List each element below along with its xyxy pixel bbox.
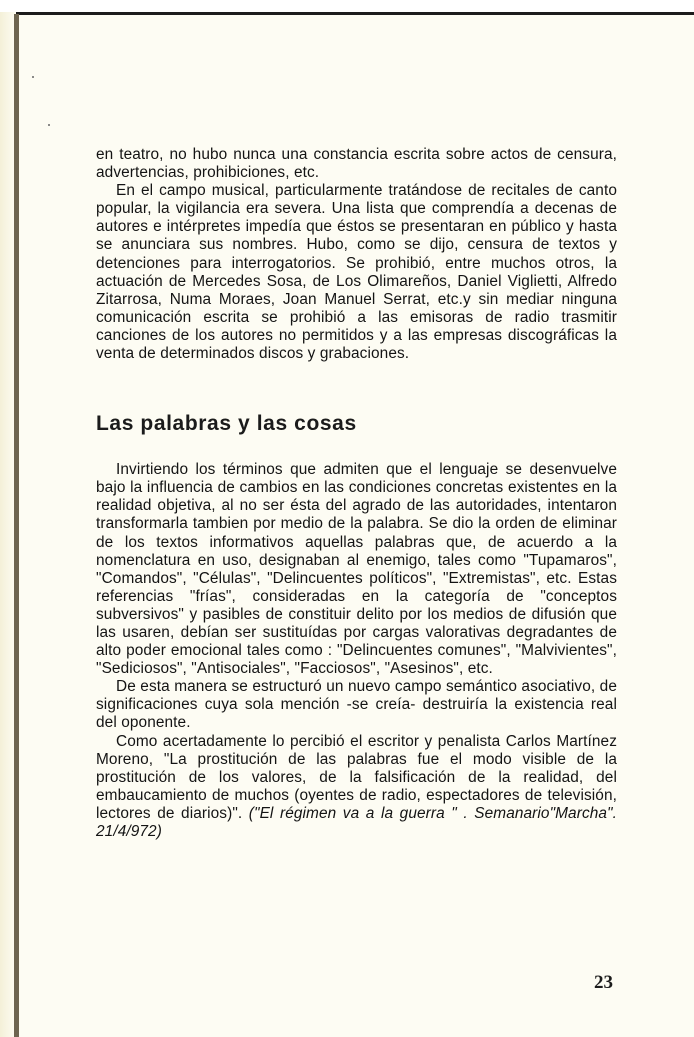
top-border bbox=[0, 0, 694, 15]
paragraph: Invirtiendo los términos que admiten que el lenguaje se desenvuelve bajo la influencia de cambios en las condiciones concretas existentes en la realidad objetiva, al no ser ésta del agrado de las autoridades, intentaron transformarla tambien por medio de la palabra. Se dio la orden de eliminar de los textos informativos aquellas palabras que, de acuerdo a la nomenclatura en uso, designaban al enemigo, tales como "Tupamaros", "Comandos", "Células", "Delincuentes políticos", "Extremistas", etc. Estas referencias "frías", consideradas en la categoría de "conceptos subversivos" y pasibles de constituir delito por los medios de difusión que las usaren, debían ser sustituídas por cargas valorativas degradantes de alto poder emocional tales como : "Delincuentes comunes", "Malvivientes", "Sediciosos", "Antisociales", "Facciosos", "Asesinos", etc. bbox=[96, 461, 617, 678]
paragraph: De esta manera se estructuró un nuevo campo semántico asociativo, de significaciones cuya sola mención -se creía- destruiría la existencia real del oponente. bbox=[96, 678, 617, 732]
paper-speck bbox=[32, 76, 34, 78]
citation: ("El régimen va a la guerra " . Semanario"Marcha". 21/4/972) bbox=[96, 804, 617, 840]
paragraph: En el campo musical, particularmente tratándose de recitales de canto popular, la vigilancia era severa. Una lista que comprendía a decenas de autores e intérpretes impedía que éstos se presentaran en público y hasta se anunciara sus nombres. Hubo, como se dijo, censura de textos y detenciones para interrogatorios. Se prohibió, entre muchos otros, la actuación de Mercedes Sosa, de Los Olimareños, Daniel Viglietti, Alfredo Zitarrosa, Numa Moraes, Joan Manuel Serrat, etc.y sin mediar ninguna comunicación escrita se prohibió a las emisoras de radio trasmitir canciones de los autores no permitidos y a las empresas discográficas la venta de determinados discos y grabaciones. bbox=[96, 182, 617, 363]
page-number: 23 bbox=[594, 972, 613, 993]
section-heading: Las palabras y las cosas bbox=[96, 412, 357, 436]
quote-text: Como acertadamente lo percibió el escritor y penalista Carlos Martínez Moreno, "La prostitución de las palabras fue el modo visible de la prostitución de los valores, de la falsificación de la realidad, del embaucamiento de muchos (oyentes de radio, espectadores de televisión, lectores de diarios)". bbox=[96, 732, 617, 822]
paragraph bbox=[96, 733, 617, 842]
paper-speck bbox=[48, 124, 50, 126]
body-text bbox=[96, 146, 617, 841]
binding-edge bbox=[14, 14, 19, 1037]
paragraph: en teatro, no hubo nunca una constancia escrita sobre actos de censura, advertencias, prohibiciones, etc. bbox=[96, 146, 617, 182]
